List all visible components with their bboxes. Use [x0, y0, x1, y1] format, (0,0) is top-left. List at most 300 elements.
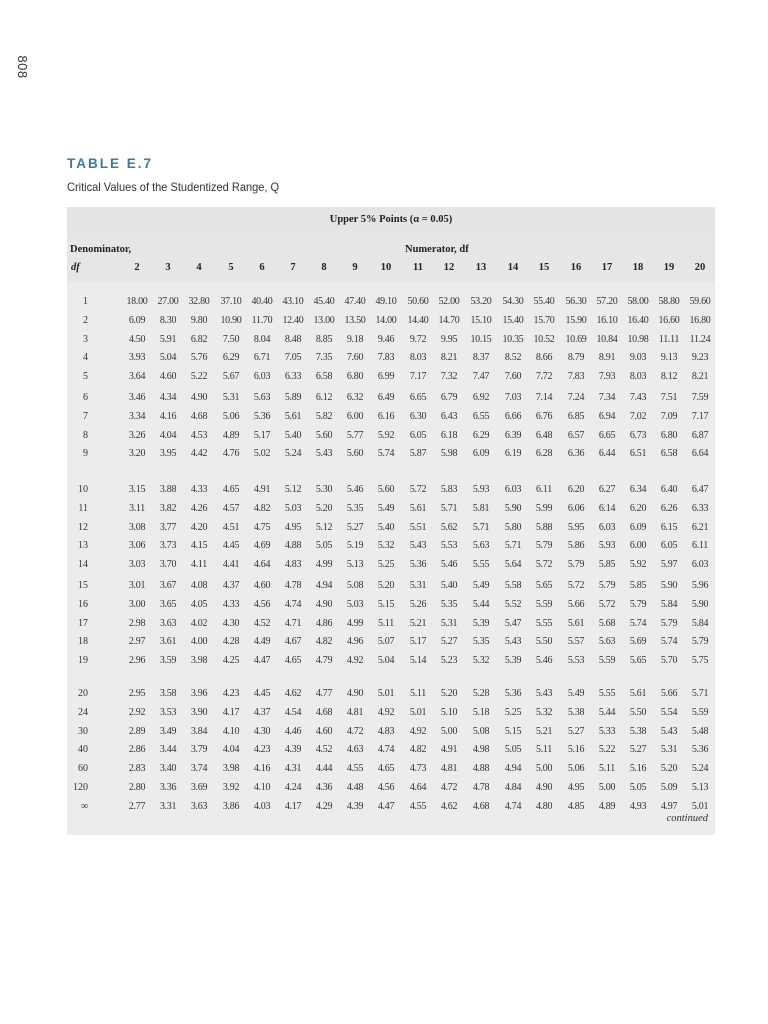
- table-cell: 3.65: [159, 598, 177, 610]
- table-cell: 4.83: [377, 725, 395, 737]
- table-cell: 52.00: [438, 296, 460, 307]
- table-cell: 16.40: [627, 314, 649, 326]
- table-cell: 5.03: [346, 598, 364, 610]
- table-cell: 7.51: [660, 392, 678, 403]
- row-df-label: 1: [83, 296, 88, 307]
- table-cell: 5.95: [567, 521, 585, 533]
- table-cell: 7.72: [535, 371, 553, 383]
- table-cell: 2.80: [128, 782, 146, 793]
- table-cell: 5.36: [409, 559, 427, 571]
- table-cell: 4.37: [222, 580, 240, 591]
- table-cell: 8.91: [598, 352, 616, 364]
- table-cell: 6.39: [504, 429, 522, 441]
- table-cell: 5.53: [440, 540, 458, 552]
- table-cell: 4.30: [222, 617, 240, 629]
- table-cell: 5.46: [440, 559, 458, 571]
- table-cell: 3.88: [159, 484, 177, 495]
- table-cell: 6.03: [253, 371, 271, 383]
- table-cell: 5.90: [691, 598, 709, 610]
- table-cell: 11.24: [689, 333, 711, 345]
- table-cell: 4.04: [222, 744, 240, 756]
- table-cell: 6.00: [346, 410, 364, 422]
- table-cell: 5.21: [409, 617, 427, 629]
- row-df-label: 20: [78, 688, 88, 699]
- table-cell: 15.10: [470, 314, 492, 326]
- table-cell: 5.20: [440, 688, 458, 699]
- table-cell: 4.73: [409, 763, 427, 775]
- table-cell: 5.00: [598, 782, 616, 793]
- row-df-label: ∞: [80, 800, 88, 812]
- table-cell: 8.12: [660, 371, 678, 383]
- table-cell: 54.30: [502, 296, 524, 307]
- table-cell: 4.15: [190, 540, 208, 552]
- table-cell: 6.64: [691, 448, 709, 460]
- table-cell: 5.70: [660, 655, 678, 667]
- table-cell: 6.15: [660, 521, 678, 533]
- table-cell: 4.93: [629, 800, 647, 812]
- table-cell: 6.66: [504, 410, 522, 422]
- table-cell: 4.82: [315, 636, 333, 648]
- table-cell: 10.90: [220, 314, 242, 326]
- table-cell: 4.39: [284, 744, 302, 756]
- row-df-label: 10: [78, 484, 88, 495]
- column-header: 4: [196, 262, 202, 273]
- table-cell: 8.66: [535, 352, 553, 364]
- table-cell: 6.80: [346, 371, 364, 383]
- table-cell: 4.16: [253, 763, 271, 775]
- table-cell: 6.09: [629, 521, 647, 533]
- table-cell: 6.09: [472, 448, 490, 460]
- table-cell: 57.20: [596, 296, 618, 307]
- table-cell: 7.34: [598, 392, 616, 403]
- table-cell: 7.17: [409, 371, 427, 383]
- table-cell: 5.36: [504, 688, 522, 699]
- table-cell: 2.77: [128, 800, 146, 812]
- table-cell: 5.36: [691, 744, 709, 756]
- table-cell: 5.27: [346, 521, 364, 533]
- table-cell: 5.79: [660, 617, 678, 629]
- table-cell: 2.89: [128, 725, 146, 737]
- table-cell: 50.60: [407, 296, 429, 307]
- table-cell: 3.63: [159, 617, 177, 629]
- table-cell: 5.44: [598, 706, 616, 718]
- table-cell: 5.09: [660, 782, 678, 793]
- table-cell: 4.56: [377, 782, 395, 793]
- denominator-label: Denominator,: [70, 244, 132, 255]
- table-cell: 3.40: [159, 763, 177, 775]
- table-cell: 45.40: [313, 296, 335, 307]
- table-cell: 4.74: [284, 598, 302, 610]
- table-cell: 5.02: [253, 448, 271, 460]
- table-cell: 5.50: [629, 706, 647, 718]
- table-cell: 3.53: [159, 706, 177, 718]
- table-cell: 4.65: [222, 484, 240, 495]
- table-cell: 10.52: [533, 333, 555, 345]
- table-cell: 11.70: [251, 314, 273, 326]
- table-cell: 4.47: [253, 655, 271, 667]
- table-cell: 4.89: [222, 429, 240, 441]
- table-cell: 5.59: [598, 655, 616, 667]
- table-cell: 4.92: [346, 655, 364, 667]
- table-cell: 14.00: [375, 314, 397, 326]
- row-df-label: 6: [83, 392, 88, 403]
- table-cell: 4.79: [315, 655, 333, 667]
- table-cell: 5.62: [440, 521, 458, 533]
- table-cell: 5.77: [346, 429, 364, 441]
- table-cell: 5.84: [660, 598, 678, 610]
- table-cell: 6.92: [472, 392, 490, 403]
- table-cell: 5.92: [629, 559, 647, 571]
- table-cell: 5.21: [535, 725, 553, 737]
- table-cell: 13.50: [344, 314, 366, 326]
- table-cell: 18.00: [126, 296, 148, 307]
- table-cell: 5.33: [598, 725, 616, 737]
- table-cell: 8.03: [409, 352, 427, 364]
- table-cell: 5.71: [440, 502, 458, 514]
- table-cell: 5.68: [598, 617, 616, 629]
- row-df-label: 18: [78, 636, 88, 648]
- table-cell: 3.46: [128, 392, 146, 403]
- table-cell: 3.82: [159, 502, 177, 514]
- table-cell: 5.63: [598, 636, 616, 648]
- table-cell: 4.69: [253, 540, 271, 552]
- table-cell: 5.89: [284, 392, 302, 403]
- table-cell: 5.90: [660, 580, 678, 591]
- table-cell: 6.40: [660, 484, 678, 495]
- table-cell: 6.79: [440, 392, 458, 403]
- table-cell: 6.06: [567, 502, 585, 514]
- row-df-label: 17: [78, 617, 88, 629]
- table-cell: 4.56: [253, 598, 271, 610]
- column-header: 15: [538, 262, 550, 273]
- table-cell: 4.68: [315, 706, 333, 718]
- table-cell: 6.51: [629, 448, 647, 460]
- table-cell: 32.80: [188, 296, 210, 307]
- table-cell: 49.10: [375, 296, 397, 307]
- table-cell: 6.03: [691, 559, 709, 571]
- table-cell: 6.29: [222, 352, 240, 364]
- table-cell: 4.33: [190, 484, 208, 495]
- column-header: 18: [632, 262, 644, 273]
- table-cell: 4.51: [222, 521, 240, 533]
- table-cell: 6.58: [660, 448, 678, 460]
- table-cell: 5.52: [504, 598, 522, 610]
- table-cell: 5.15: [377, 598, 395, 610]
- table-cell: 8.30: [159, 314, 177, 326]
- table-cell: 5.27: [567, 725, 585, 737]
- table-cell: 5.71: [691, 688, 709, 699]
- table-cell: 5.50: [535, 636, 553, 648]
- row-df-label: 15: [78, 580, 88, 591]
- table-cell: 3.93: [128, 352, 146, 364]
- table-cell: 10.15: [470, 333, 492, 345]
- table-cell: 6.19: [504, 448, 522, 460]
- table-cell: 5.11: [410, 688, 426, 699]
- table-cell: 7.17: [691, 410, 709, 422]
- table-cell: 4.48: [346, 782, 364, 793]
- table-cell: 5.24: [284, 448, 302, 460]
- table-cell: 3.61: [159, 636, 177, 648]
- table-cell: 4.63: [346, 744, 364, 756]
- table-cell: 5.43: [504, 636, 522, 648]
- table-cell: 5.71: [472, 521, 490, 533]
- table-cell: 4.17: [222, 706, 240, 718]
- table-cell: 4.81: [440, 763, 458, 775]
- table-cell: 2.83: [128, 763, 146, 775]
- table-cell: 8.04: [253, 333, 271, 345]
- table-cell: 6.18: [440, 429, 458, 441]
- table-cell: 5.81: [472, 502, 490, 514]
- table-cell: 6.05: [409, 429, 427, 441]
- column-header: 10: [380, 262, 392, 273]
- table-cell: 3.15: [128, 484, 146, 495]
- table-cell: 3.58: [159, 688, 177, 699]
- table-cell: 59.60: [689, 296, 711, 307]
- table-cell: 14.40: [407, 314, 429, 326]
- table-cell: 6.80: [660, 429, 678, 441]
- table-cell: 4.02: [190, 617, 208, 629]
- table-cell: 11.11: [658, 333, 680, 345]
- table-cell: 5.31: [440, 617, 458, 629]
- page-number: 808: [15, 55, 30, 79]
- column-header: 16: [570, 262, 582, 273]
- table-cell: 5.22: [190, 371, 208, 383]
- table-cell: 7.93: [598, 371, 616, 383]
- table-cell: 6.33: [284, 371, 302, 383]
- table-cell: 7.60: [346, 352, 364, 364]
- table-cell: 5.93: [598, 540, 616, 552]
- table-cell: 5.32: [472, 655, 490, 667]
- table-cell: 4.46: [284, 725, 302, 737]
- row-df-label: 120: [73, 782, 88, 793]
- table-cell: 5.49: [567, 688, 585, 699]
- table-cell: 5.85: [629, 580, 647, 591]
- table-cell: 5.63: [472, 540, 490, 552]
- row-df-label: 2: [83, 314, 88, 326]
- table-cell: 6.44: [598, 448, 616, 460]
- table-cell: 8.21: [691, 371, 709, 383]
- column-header: 13: [475, 262, 487, 273]
- table-cell: 3.44: [159, 744, 177, 756]
- table-cell: 3.31: [159, 800, 177, 812]
- table-cell: 4.90: [346, 688, 364, 699]
- table-cell: 5.74: [377, 448, 395, 460]
- table-cell: 4.78: [284, 580, 302, 591]
- table-cell: 4.53: [190, 429, 208, 441]
- table-cell: 5.35: [472, 636, 490, 648]
- table-cell: 3.64: [128, 371, 146, 383]
- table-cell: 4.44: [315, 763, 333, 775]
- table-cell: 3.67: [159, 580, 177, 591]
- table-cell: 4.84: [504, 782, 522, 793]
- table-cell: 3.92: [222, 782, 240, 793]
- table-cell: 7.14: [535, 392, 553, 403]
- table-cell: 6.43: [440, 410, 458, 422]
- table-cell: 4.41: [222, 559, 240, 571]
- table-cell: 6.82: [190, 333, 208, 345]
- table-cell: 5.20: [377, 580, 395, 591]
- table-cell: 14.70: [438, 314, 460, 326]
- table-cell: 6.73: [629, 429, 647, 441]
- column-header: 6: [259, 262, 265, 273]
- table-cell: 5.12: [284, 484, 302, 495]
- column-header: 3: [165, 262, 171, 273]
- table-cell: 4.54: [284, 706, 302, 718]
- table-cell: 3.90: [190, 706, 208, 718]
- table-cell: 6.87: [691, 429, 709, 441]
- table-cell: 3.86: [222, 800, 240, 812]
- column-header: 9: [352, 262, 358, 273]
- table-cell: 4.72: [440, 782, 458, 793]
- continued-label: continued: [666, 813, 708, 824]
- table-cell: 3.59: [159, 655, 177, 667]
- table-cell: 4.34: [159, 392, 177, 403]
- table-cell: 3.73: [159, 540, 177, 552]
- table-cell: 4.67: [284, 636, 302, 648]
- table-cell: 5.13: [346, 559, 364, 571]
- table-cell: 6.55: [472, 410, 490, 422]
- row-df-label: 5: [83, 371, 88, 383]
- row-df-label: 9: [83, 448, 88, 460]
- table-cell: 5.72: [535, 559, 553, 571]
- table-cell: 5.72: [598, 598, 616, 610]
- table-cell: 8.21: [440, 352, 458, 364]
- table-cell: 5.93: [472, 484, 490, 495]
- table-cell: 4.68: [190, 410, 208, 422]
- row-df-label: 8: [83, 429, 88, 441]
- table-cell: 4.78: [472, 782, 490, 793]
- table-cell: 6.30: [409, 410, 427, 422]
- table-cell: 4.05: [190, 598, 208, 610]
- row-df-label: 60: [78, 763, 88, 775]
- table-cell: 3.20: [128, 448, 146, 460]
- table-cell: 15.40: [502, 314, 524, 326]
- table-cell: 4.23: [222, 688, 240, 699]
- column-header: 11: [413, 262, 423, 273]
- table-cell: 7.60: [504, 371, 522, 383]
- table-cell: 5.55: [535, 617, 553, 629]
- table-cell: 3.08: [128, 521, 146, 533]
- table-cell: 4.68: [472, 800, 490, 812]
- row-df-label: 13: [78, 540, 88, 552]
- table-cell: 5.35: [440, 598, 458, 610]
- table-cell: 3.84: [190, 725, 208, 737]
- table-cell: 5.71: [504, 540, 522, 552]
- table-cell: 9.80: [190, 314, 208, 326]
- table-cell: 4.86: [315, 617, 333, 629]
- table-cell: 5.49: [377, 502, 395, 514]
- table-cell: 5.38: [567, 706, 585, 718]
- table-cell: 3.11: [129, 502, 145, 514]
- table-cell: 5.60: [377, 484, 395, 495]
- table-cell: 7.50: [222, 333, 240, 345]
- table-cell: 5.05: [629, 782, 647, 793]
- row-df-label: 16: [78, 598, 88, 610]
- column-header: 7: [290, 262, 296, 273]
- table-cell: 7.83: [567, 371, 585, 383]
- table-cell: 6.21: [691, 521, 709, 533]
- table-cell: 4.64: [409, 782, 427, 793]
- table-cell: 8.52: [504, 352, 522, 364]
- column-header: 17: [601, 262, 613, 273]
- table-cell: 6.28: [535, 448, 553, 460]
- table-cell: 7.83: [377, 352, 395, 364]
- table-cell: 5.32: [377, 540, 395, 552]
- table-cell: 55.40: [533, 296, 555, 307]
- column-header: 5: [228, 262, 234, 273]
- table-cell: 3.34: [128, 410, 146, 422]
- table-cell: 4.90: [535, 782, 553, 793]
- table-cell: 4.00: [190, 636, 208, 648]
- table-cell: 9.03: [629, 352, 647, 364]
- table-cell: 3.95: [159, 448, 177, 460]
- table-cell: 5.23: [440, 655, 458, 667]
- table-cell: 7.32: [440, 371, 458, 383]
- table-cell: 5.79: [535, 540, 553, 552]
- table-cell: 5.59: [691, 706, 709, 718]
- table-cell: 6.00: [629, 540, 647, 552]
- column-header: 2: [134, 262, 140, 273]
- table-cell: 5.30: [315, 484, 333, 495]
- table-cell: 3.49: [159, 725, 177, 737]
- table-cell: 9.23: [691, 352, 709, 364]
- column-header: 14: [507, 262, 519, 273]
- table-cell: 4.92: [377, 706, 395, 718]
- table-cell: 5.80: [504, 521, 522, 533]
- table-cell: 6.99: [377, 371, 395, 383]
- table-cell: 4.80: [535, 800, 553, 812]
- table-cell: 5.05: [504, 744, 522, 756]
- table-cell: 5.38: [629, 725, 647, 737]
- table-cell: 4.95: [284, 521, 302, 533]
- table-cell: 4.77: [315, 688, 333, 699]
- table-cell: 3.77: [159, 521, 177, 533]
- table-cell: 5.47: [504, 617, 522, 629]
- table-cell: 7.24: [567, 392, 585, 403]
- table-cell: 5.27: [629, 744, 647, 756]
- table-cell: 6.20: [629, 502, 647, 514]
- table-cell: 4.94: [504, 763, 522, 775]
- table-cell: 6.71: [253, 352, 271, 364]
- table-cell: 4.47: [377, 800, 395, 812]
- table-cell: 4.60: [253, 580, 271, 591]
- table-cell: 4.72: [346, 725, 364, 737]
- table-cell: 2.92: [128, 706, 146, 718]
- table-cell: 5.36: [253, 410, 271, 422]
- table-cell: 3.96: [190, 688, 208, 699]
- table-cell: 6.32: [346, 392, 364, 403]
- table-cell: 6.48: [535, 429, 553, 441]
- table-cell: 5.55: [472, 559, 490, 571]
- table-cell: 4.45: [222, 540, 240, 552]
- table-cell: 5.01: [409, 706, 427, 718]
- column-header: 12: [443, 262, 455, 273]
- table-cell: 4.16: [159, 410, 177, 422]
- table-cell: 5.79: [567, 559, 585, 571]
- table-cell: 4.60: [159, 371, 177, 383]
- table-cell: 4.45: [253, 688, 271, 699]
- table-cell: 4.88: [472, 763, 490, 775]
- table-cell: 4.17: [284, 800, 302, 812]
- table-cell: 5.61: [409, 502, 427, 514]
- table-cell: 5.60: [315, 429, 333, 441]
- table-cell: 4.42: [190, 448, 208, 460]
- table-cell: 4.89: [598, 800, 616, 812]
- table-cell: 6.47: [691, 484, 709, 495]
- column-header: 20: [694, 262, 706, 273]
- table-cell: 5.49: [472, 580, 490, 591]
- table-cell: 13.00: [313, 314, 335, 326]
